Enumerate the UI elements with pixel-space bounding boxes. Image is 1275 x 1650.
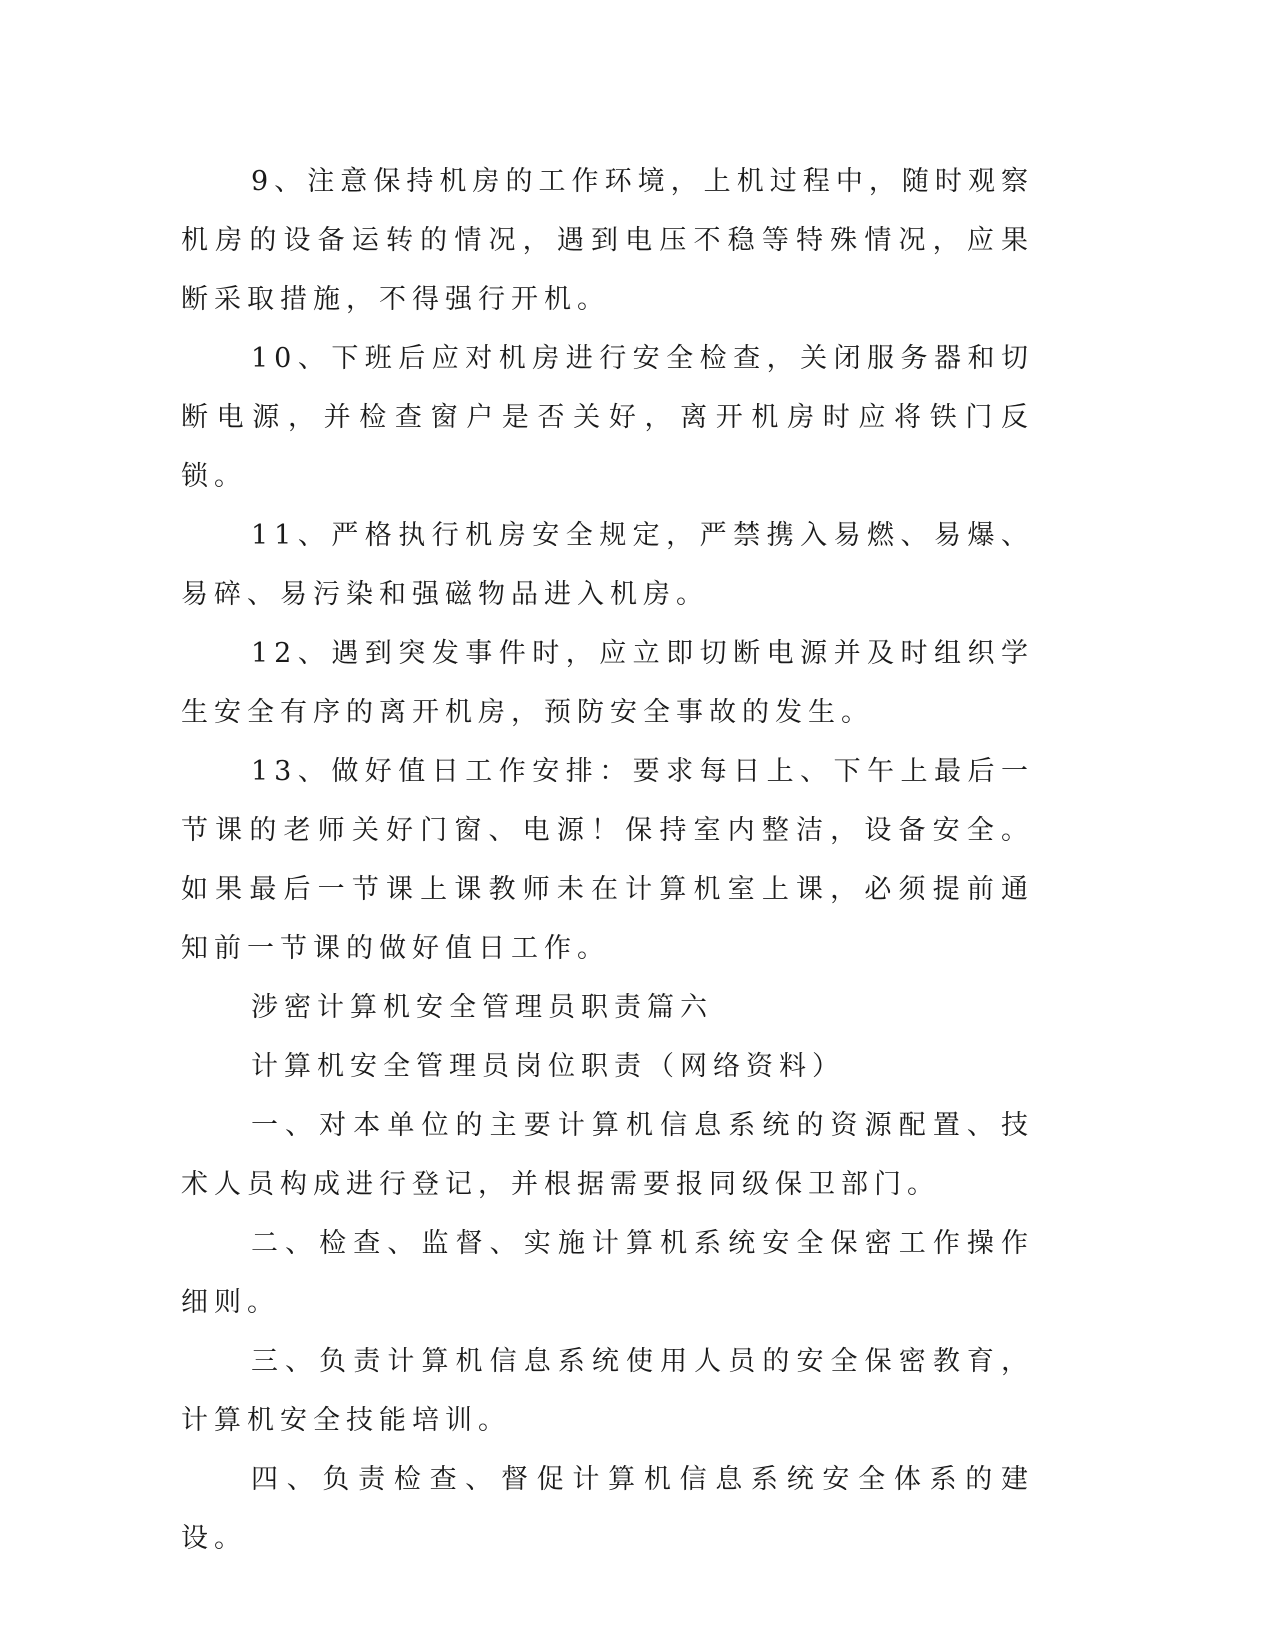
duty-item-2: 二、检查、监督、实施计算机系统安全保密工作操作细则。 [181,1228,1034,1318]
paragraph-item-13: 13、做好值日工作安排：要求每日上、下午上最后一节课的老师关好门窗、电源！保持室内整洁，设备安全。如果最后一节课上课教师未在计算机室上课，必须提前通知前一节课的做好值日工作。 [181,756,1034,964]
section-heading: 涉密计算机安全管理员职责篇六 [251,992,713,1023]
paragraph-item-12: 12、遇到突发事件时，应立即切断电源并及时组织学生安全有序的离开机房，预防安全事故的发生。 [181,638,1034,728]
document-page [181,152,1034,1568]
paragraph-item-11: 11、严格执行机房安全规定，严禁携入易燃、易爆、易碎、易污染和强磁物品进入机房。 [181,520,1034,610]
paragraph-item-9: 9、注意保持机房的工作环境，上机过程中，随时观察机房的设备运转的情况，遇到电压不稳等特殊情况，应果断采取措施，不得强行开机。 [181,166,1034,315]
duty-item-4: 四、负责检查、督促计算机信息系统安全体系的建设。 [181,1464,1034,1554]
duty-item-3: 三、负责计算机信息系统使用人员的安全保密教育，计算机安全技能培训。 [181,1346,1034,1436]
section-subheading: 计算机安全管理员岗位职责（网络资料） [251,1051,845,1082]
paragraph-item-10: 10、下班后应对机房进行安全检查，关闭服务器和切断电源，并检查窗户是否关好，离开机房时应将铁门反锁。 [181,343,1034,492]
duty-item-1: 一、对本单位的主要计算机信息系统的资源配置、技术人员构成进行登记，并根据需要报同级保卫部门。 [181,1110,1034,1200]
